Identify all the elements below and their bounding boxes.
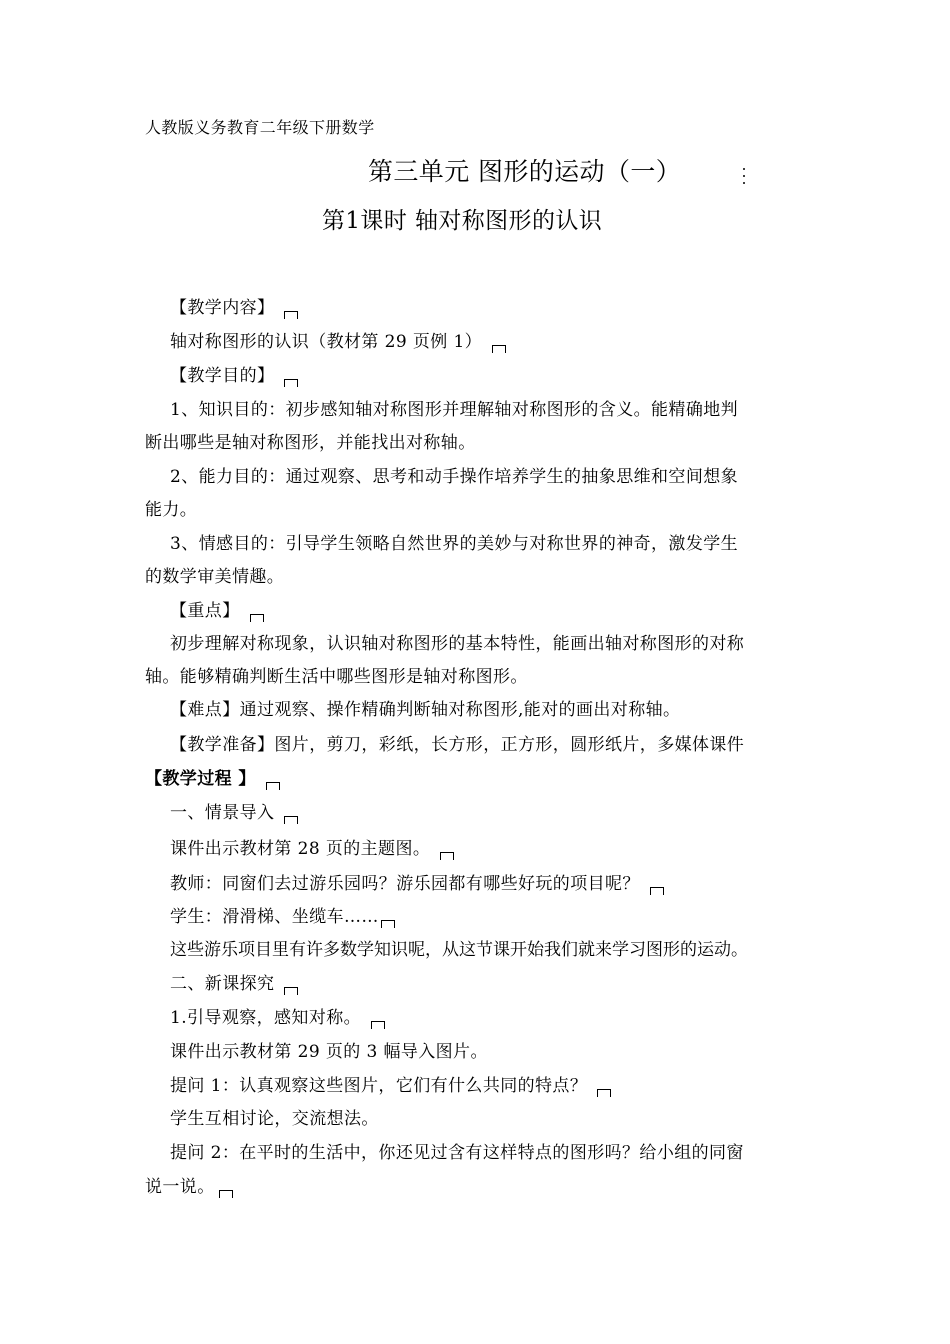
- paragraph-line: 【教学内容】: [170, 297, 298, 319]
- paragraph-line: 【教学准备】图片，剪刀，彩纸，长方形，正方形，圆形纸片，多媒体课件: [170, 735, 745, 755]
- paragraph-line: 学生互相讨论，交流想法。: [170, 1109, 379, 1129]
- paragraph-line: 【教学过程 】: [145, 768, 280, 790]
- paragraph-line: 3、情感目的：引导学生领略自然世界的美妙与对称世界的神奇，激发学生: [170, 534, 739, 554]
- paragraph-mark-icon: [371, 1021, 385, 1029]
- paragraph-line: 的数学审美情趣。: [145, 567, 285, 587]
- paragraph-line: 学生：滑滑梯、坐缆车……: [170, 906, 395, 928]
- paragraph-line: 说一说。: [145, 1176, 233, 1198]
- paragraph-line: 一、情景导入: [170, 802, 298, 824]
- paragraph-mark-icon: [492, 345, 506, 353]
- publisher-line: 人教版义务教育二年级下册数学: [145, 118, 375, 137]
- paragraph-line: 提问 1：认真观察这些图片，它们有什么共同的特点？: [170, 1075, 611, 1097]
- paragraph-mark-icon: [284, 379, 298, 387]
- unit-title: 第三单元 图形的运动（一）: [368, 157, 682, 186]
- paragraph-mark-icon: [650, 887, 664, 895]
- paragraph-mark-icon: [266, 782, 280, 790]
- paragraph-mark-icon: [284, 987, 298, 995]
- paragraph-line: 提问 2：在平时的生活中，你还见过含有这样特点的图形吗？给小组的同窗: [170, 1143, 744, 1163]
- paragraph-line: 轴对称图形的认识（教材第 29 页例 1）: [170, 331, 506, 353]
- paragraph-line: 1、知识目的：初步感知轴对称图形并理解轴对称图形的含义。能精确地判: [170, 400, 739, 420]
- paragraph-mark-icon: [284, 816, 298, 824]
- paragraph-line: 教师：同窗们去过游乐园吗？游乐园都有哪些好玩的项目呢？: [170, 873, 664, 895]
- paragraph-mark-icon: [597, 1089, 611, 1097]
- paragraph-mark-icon: [381, 920, 395, 928]
- paragraph-line: 轴。能够精确判断生活中哪些图形是轴对称图形。: [145, 667, 528, 687]
- paragraph-line: 能力。: [145, 500, 198, 520]
- paragraph-line: 二、新课探究: [170, 973, 298, 995]
- paragraph-line: 初步理解对称现象，认识轴对称图形的基本特性，能画出轴对称图形的对称: [170, 634, 745, 654]
- paragraph-mark-icon: [440, 852, 454, 860]
- paragraph-line: 【重点】: [170, 600, 264, 622]
- paragraph-line: 1.引导观察，感知对称。: [170, 1007, 385, 1029]
- lesson-title: 第1课时 轴对称图形的认识: [322, 208, 603, 234]
- paragraph-line: 【难点】通过观察、操作精确判断轴对称图形,能对的画出对称轴。: [170, 700, 681, 720]
- paragraph-line: 【教学目的】: [170, 365, 298, 387]
- paragraph-line: 这些游乐项目里有许多数学知识呢，从这节课开始我们就来学习图形的运动。: [170, 940, 748, 960]
- paragraph-line: 课件出示教材第 29 页的 3 幅导入图片。: [170, 1042, 488, 1062]
- dots-mark: [742, 166, 746, 186]
- paragraph-line: 断出哪些是轴对称图形，并能找出对称轴。: [145, 433, 476, 453]
- paragraph-mark-icon: [250, 614, 264, 622]
- paragraph-line: 2、能力目的：通过观察、思考和动手操作培养学生的抽象思维和空间想象: [170, 467, 739, 487]
- paragraph-line: 课件出示教材第 28 页的主题图。: [170, 838, 454, 860]
- paragraph-mark-icon: [284, 311, 298, 319]
- paragraph-mark-icon: [219, 1190, 233, 1198]
